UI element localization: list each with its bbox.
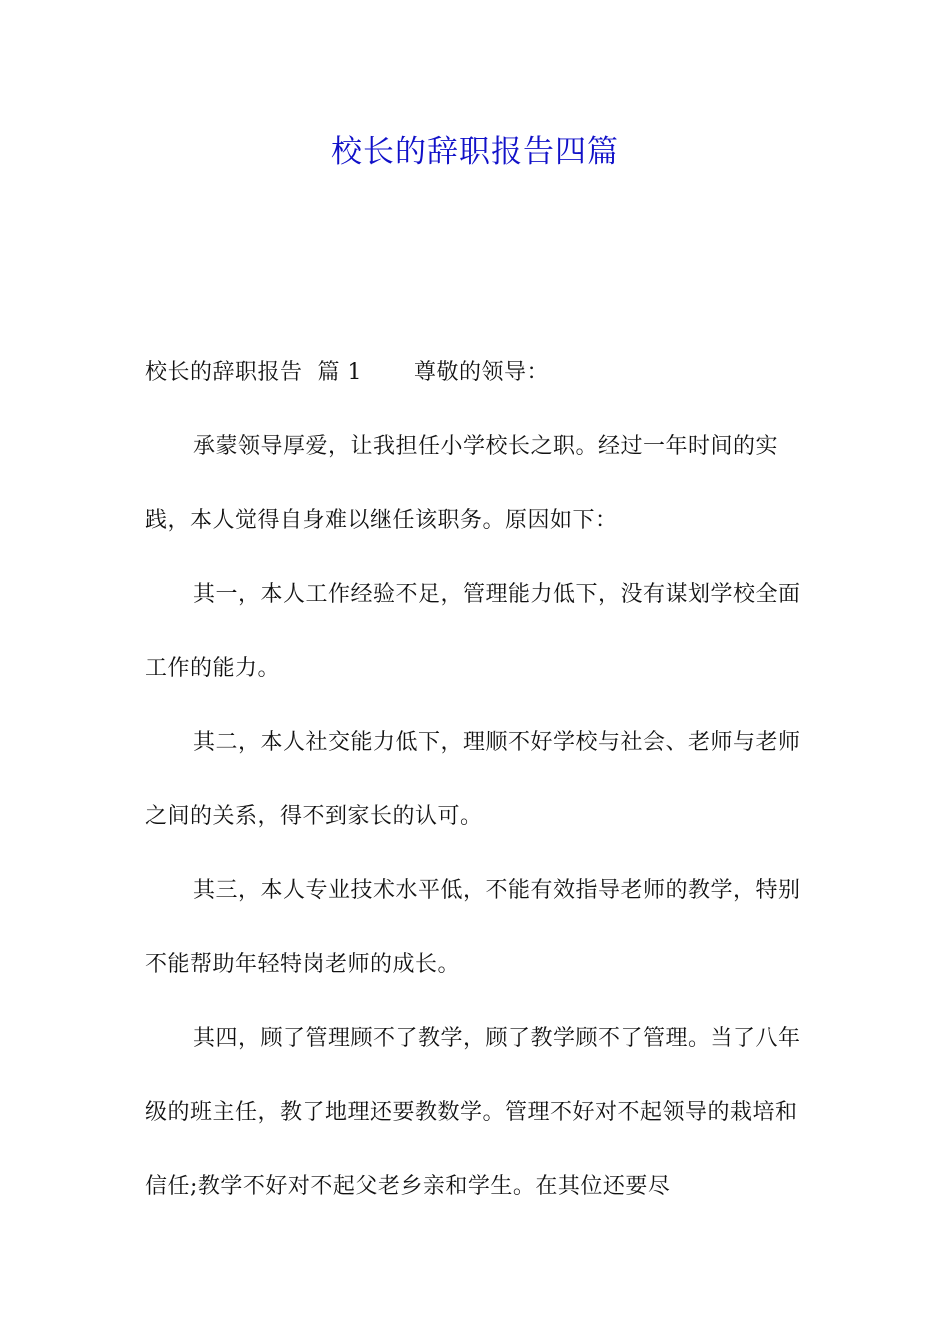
salutation: 尊敬的领导：	[413, 360, 549, 385]
document-title: 校长的辞职报告四篇	[331, 134, 619, 170]
paragraph: 其三，本人专业技术水平低，不能有效指导老师的教学，特别不能帮助年轻特岗老师的成长。	[145, 878, 801, 977]
paragraph: 承蒙领导厚爱，让我担任小学校长之职。经过一年时间的实践，本人觉得自身难以继任该职务。原因如下：	[145, 434, 779, 533]
paragraph: 其一，本人工作经验不足，管理能力低下，没有谋划学校全面工作的能力。	[145, 582, 801, 681]
document-body	[145, 336, 810, 1224]
section-heading: 校长的辞职报告 篇 1	[145, 360, 362, 385]
paragraph: 其四，顾了管理顾不了教学，顾了教学顾不了管理。当了八年级的班主任，教了地理还要教数学。管理不好对不起领导的栽培和信任;教学不好对不起父老乡亲和学生。在其位还要尽	[145, 1026, 801, 1199]
paragraph: 其二，本人社交能力低下，理顺不好学校与社会、老师与老师之间的关系，得不到家长的认可。	[145, 730, 801, 829]
section-heading-line	[145, 336, 810, 410]
